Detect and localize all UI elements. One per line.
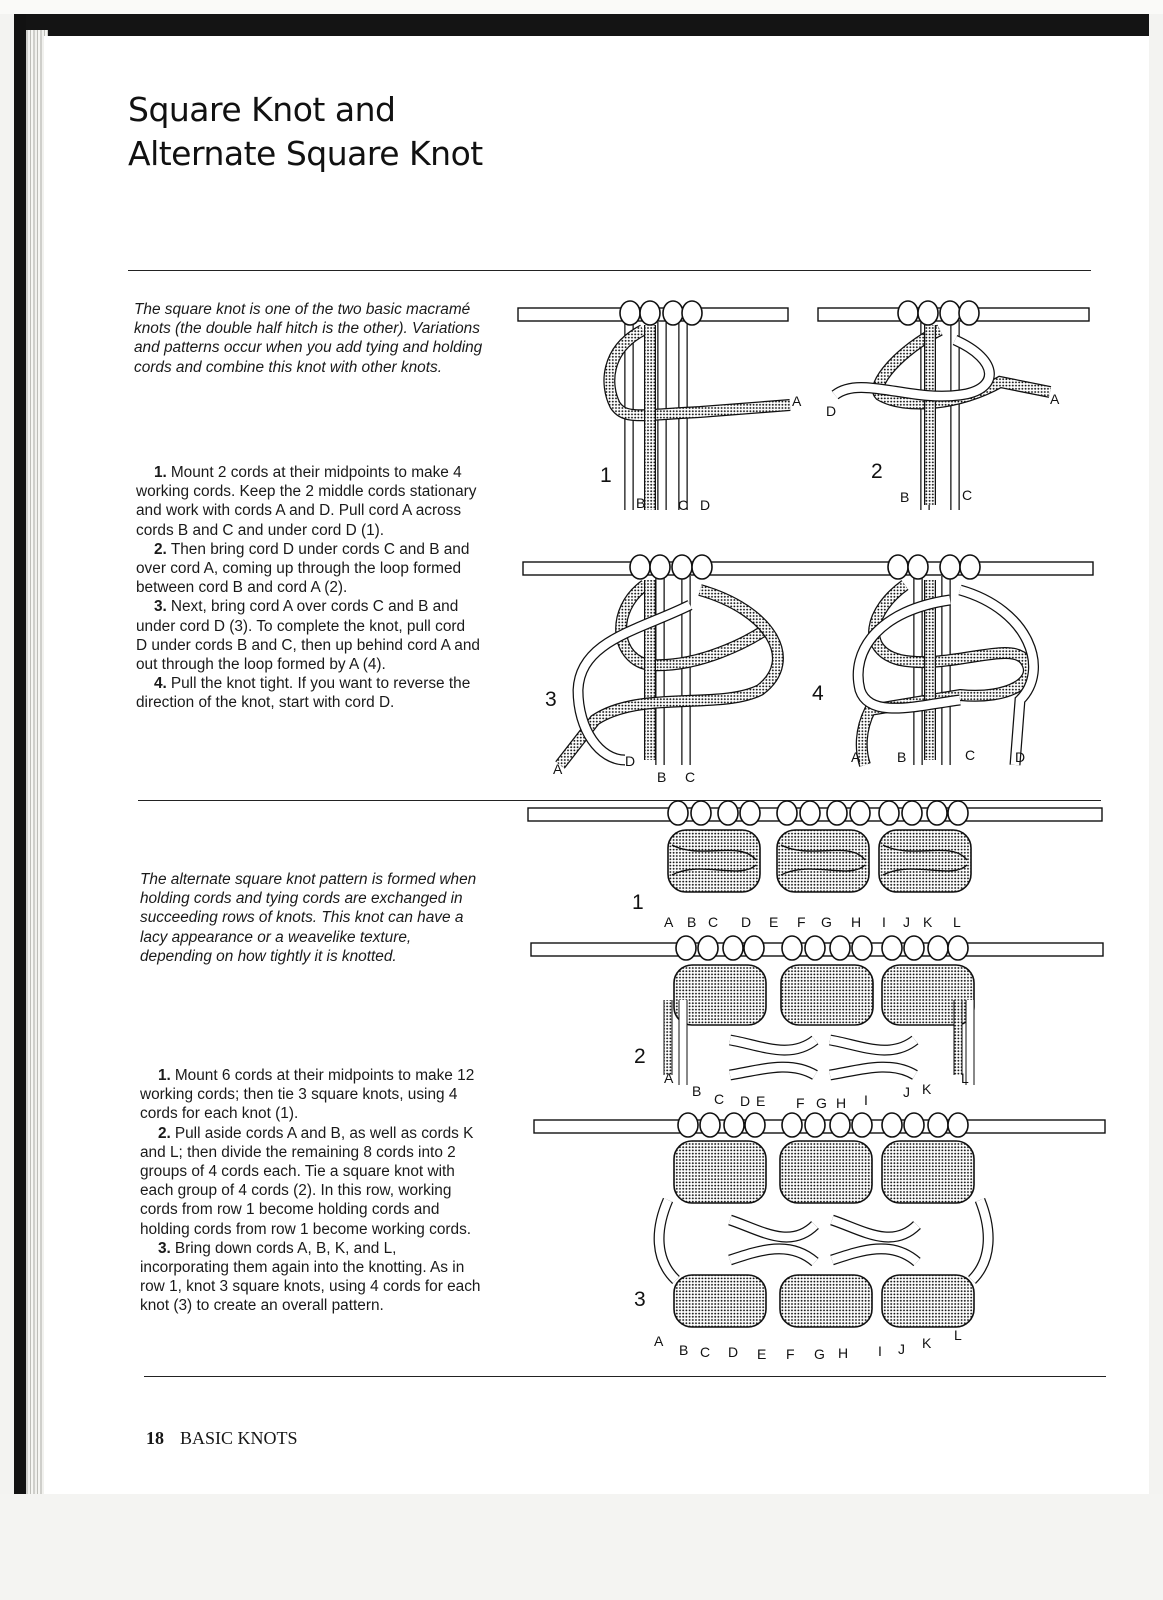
alt-row2-label: H <box>836 1095 847 1111</box>
fig1-label-d: D <box>700 497 711 513</box>
alt-row3-label: H <box>838 1345 849 1361</box>
alt-row1-label: C <box>708 914 719 930</box>
alternate-knot-step: 3. Bring down cords A, B, K, and L, incorporating them again into the knotting. As in row 1, knot 3 square knots, using 4 cords for each knot (3) to create an overall pattern. <box>140 1239 481 1315</box>
alt-row1-label: A <box>664 914 674 930</box>
alt-row3-label: L <box>954 1327 962 1343</box>
title-line-1: Square Knot and <box>128 90 396 129</box>
square-knot-figure-1 <box>518 301 802 513</box>
alt-row1-label: G <box>821 914 832 930</box>
alt-row2-label: I <box>864 1092 868 1108</box>
alt-row2-labels <box>664 1070 969 1111</box>
alternate-knot-intro: The alternate square knot pattern is formed when holding cords and tying cords are exchanged in succeeding rows of knots. This knot can have a lacy appearance or a weavelike texture, depending on how tightly it is knotted. <box>140 871 477 965</box>
square-knot-step: 4. Pull the knot tight. If you want to reverse the direction of the knot, start with cord D. <box>136 675 471 712</box>
square-knot-figure-4 <box>812 555 1034 765</box>
alt-row1-label: K <box>923 914 933 930</box>
fig4-label-c: C <box>965 747 976 763</box>
alternate-knot-step: 1. Mount 6 cords at their midpoints to make 12 working cords; then tie 3 square knots, using 4 cords for each knot (1). <box>140 1067 475 1123</box>
fig2-label-c: C <box>962 487 973 503</box>
fig4-label-a: A <box>851 749 861 765</box>
alt-row2-label: A <box>664 1070 674 1086</box>
alternate-knot-row-2 <box>531 936 1103 1111</box>
alternate-knot-row-3 <box>534 1113 1105 1362</box>
alt-row3-label: I <box>878 1343 882 1359</box>
alt-row3-labels <box>654 1327 962 1362</box>
alt-row3-label: G <box>814 1346 825 1362</box>
alt-row3-label: A <box>654 1333 664 1349</box>
alt-row2-label: G <box>816 1095 827 1111</box>
alt-row1-label: F <box>797 914 806 930</box>
page-footer <box>146 1428 298 1449</box>
alt-row3-label: E <box>757 1346 767 1362</box>
square-knot-step: 1. Mount 2 cords at their midpoints to make 4 working cords. Keep the 2 middle cords stationary and work with cords A and D. Pull cord A across cords B and C and under cord D (1). <box>136 464 477 539</box>
fig3-label-a: A <box>553 761 563 777</box>
alt-row2-label: E <box>756 1093 766 1109</box>
fig1-number: 1 <box>600 464 612 487</box>
alt-row3-label: B <box>679 1342 689 1358</box>
alt-row2-label: K <box>922 1081 932 1097</box>
fig1-label-b: B <box>636 495 646 511</box>
alt-row2-label: B <box>692 1083 702 1099</box>
alternate-knot-step: 2. Pull aside cords A and B, as well as cords K and L; then divide the remaining 8 cords into 2 groups of 4 cords each. Tie a square knot with each group of 4 cords (2). In this row, working cords from row 1 become holding cords and holding cords from row 1 become working cords. <box>140 1124 474 1238</box>
alt-row1-number: 1 <box>632 891 644 914</box>
fig3-label-d: D <box>625 753 636 769</box>
alt-row3-label: J <box>898 1341 905 1357</box>
fig2-label-b: B <box>900 489 910 505</box>
fig3-number: 3 <box>545 688 557 711</box>
square-knot-intro: The square knot is one of the two basic macramé knots (the double half hitch is the other). Variations and patterns occur when you add tying and holding cords and combine this knot with other knots. <box>134 301 483 376</box>
square-knot-figure-3 <box>523 555 1093 785</box>
alt-row1-label: H <box>851 914 862 930</box>
fig4-label-d: D <box>1015 749 1026 765</box>
alt-row1-label: J <box>903 914 910 930</box>
alt-row2-label: J <box>903 1084 910 1100</box>
alt-row2-label: L <box>961 1070 969 1086</box>
fig1-label-c: C <box>678 497 689 513</box>
fig2-number: 2 <box>871 460 883 483</box>
section-name: BASIC KNOTS <box>180 1428 298 1448</box>
alt-row3-label: F <box>786 1346 795 1362</box>
alt-row1-label: D <box>741 914 752 930</box>
alt-row3-label: K <box>922 1335 932 1351</box>
fig4-number: 4 <box>812 682 824 705</box>
alt-row3-label: C <box>700 1344 711 1360</box>
alt-row1-label: L <box>953 914 961 930</box>
fig4-label-b: B <box>897 749 907 765</box>
alt-row2-number: 2 <box>634 1045 646 1068</box>
alt-row1-labels <box>664 914 961 930</box>
page-number: 18 <box>146 1428 164 1448</box>
alt-row3-label: D <box>728 1344 739 1360</box>
alt-row2-label: F <box>796 1095 805 1111</box>
fig2-label-a: A <box>1050 391 1060 407</box>
fig1-label-a: A <box>792 393 802 409</box>
title-line-2: Alternate Square Knot <box>128 134 483 173</box>
alt-row3-number: 3 <box>634 1288 646 1311</box>
alt-row2-label: D <box>740 1093 751 1109</box>
alt-row1-label: E <box>769 914 779 930</box>
alt-row1-label: B <box>687 914 697 930</box>
fig3-label-c: C <box>685 769 696 785</box>
fig2-label-d: D <box>826 403 837 419</box>
square-knot-step: 2. Then bring cord D under cords C and B and over cord A, coming up through the loop formed between cord B and cord A (2). <box>136 540 470 597</box>
square-knot-figure-2 <box>818 301 1089 510</box>
fig3-label-b: B <box>657 769 667 785</box>
alt-row2-label: C <box>714 1091 725 1107</box>
alt-row1-label: I <box>882 914 886 930</box>
square-knot-step: 3. Next, bring cord A over cords C and B and under cord D (3). To complete the knot, pull cord D under cords B and C, then up behind cord A and out through the loop formed by A (4). <box>136 598 480 674</box>
alternate-knot-row-1 <box>528 801 1102 930</box>
